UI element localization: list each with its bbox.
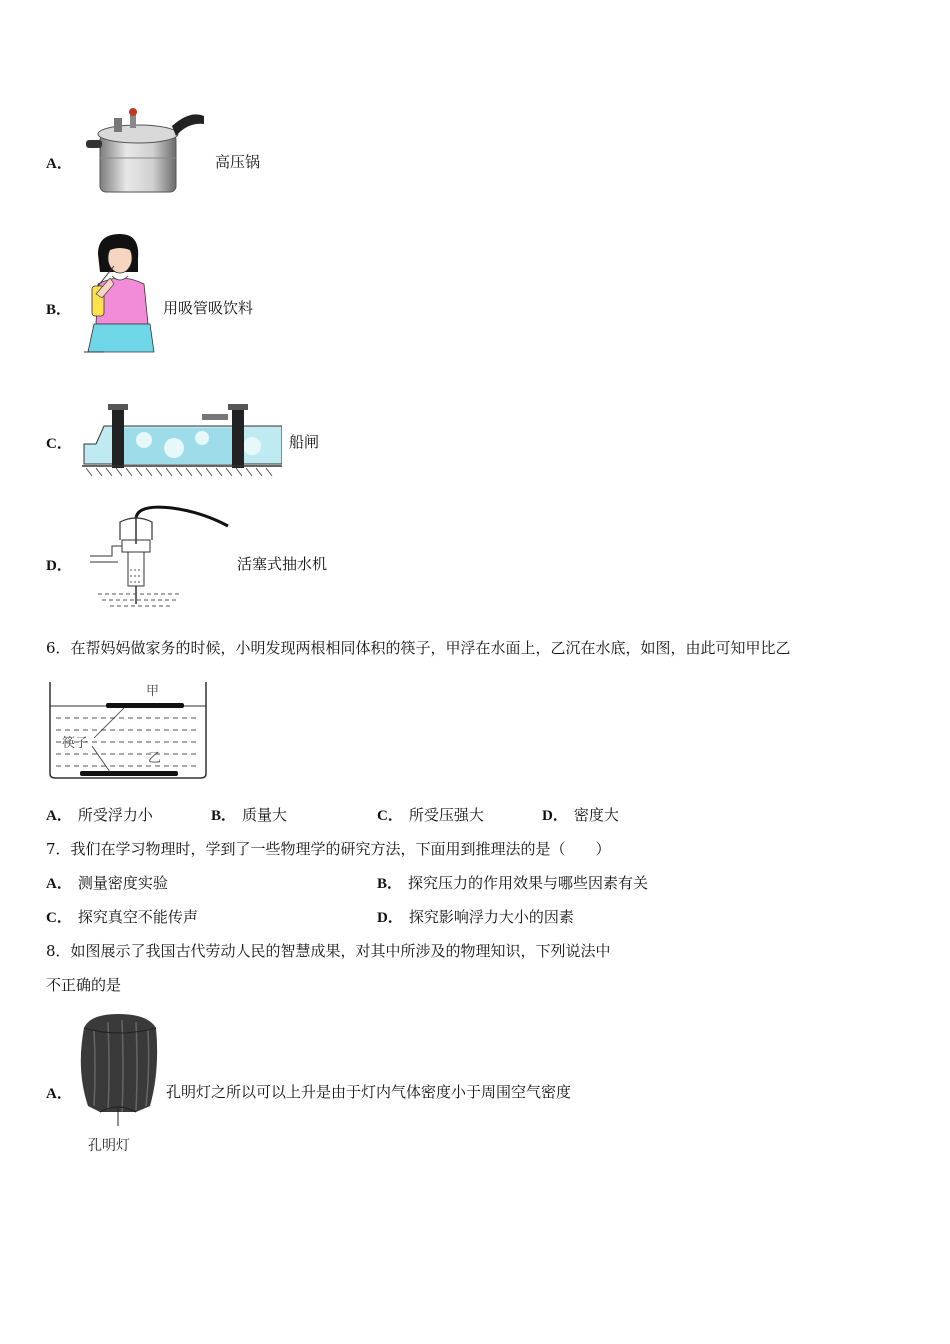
chopsticks-beaker-figure	[46, 678, 210, 782]
kongming-lantern-icon	[74, 1010, 164, 1158]
option-text: 用吸管吸饮料	[163, 299, 254, 317]
q7-option-c[interactable]: C． 探究真空不能传声	[46, 908, 198, 926]
option-letter: C．	[46, 436, 72, 452]
q6-option-c[interactable]: C． 所受压强大	[377, 806, 484, 824]
q6-option-d[interactable]: D． 密度大	[542, 806, 619, 824]
q6-option-a[interactable]: A． 所受浮力小	[46, 806, 153, 824]
option-letter: A．	[46, 156, 72, 172]
pressure-cooker-icon	[80, 104, 208, 196]
option-letter: B．	[46, 302, 72, 318]
ship-lock-icon	[82, 396, 282, 478]
piston-pump-icon	[82, 500, 232, 610]
q7-option-d[interactable]: D． 探究影响浮力大小的因素	[377, 908, 574, 926]
option-letter: A．	[46, 1086, 72, 1102]
option-text: 高压锅	[215, 153, 261, 171]
q8-stem-line1: 8．如图展示了我国古代劳动人民的智慧成果，对其中所涉及的物理知识，下列说法中	[46, 942, 611, 960]
girl-drinking-straw-icon	[84, 232, 158, 356]
label-kuaizi: 筷子	[62, 736, 89, 751]
label-yi: 乙	[148, 751, 162, 766]
q6-stem: 6．在帮妈妈做家务的时候，小明发现两根相同体积的筷子，甲浮在水面上，乙沉在水底，如图，由此可知甲比乙	[46, 639, 791, 657]
chopstick-yi	[80, 771, 178, 776]
q8-stem-line2: 不正确的是	[46, 976, 122, 994]
label-jia: 甲	[146, 684, 160, 699]
lantern-caption: 孔明灯	[88, 1138, 130, 1154]
q7-stem: 7．我们在学习物理时，学到了一些物理学的研究方法，下面用到推理法的是（ ）	[46, 840, 611, 858]
option-text: 活塞式抽水机	[237, 555, 328, 573]
option-letter: D．	[46, 558, 72, 574]
q7-option-a[interactable]: A． 测量密度实验	[46, 874, 168, 892]
option-text: 孔明灯之所以可以上升是由于灯内气体密度小于周围空气密度	[166, 1083, 572, 1101]
q7-option-b[interactable]: B． 探究压力的作用效果与哪些因素有关	[377, 874, 649, 892]
chopstick-jia	[106, 703, 184, 708]
option-text: 船闸	[289, 433, 320, 451]
q6-option-b[interactable]: B． 质量大	[211, 806, 288, 824]
